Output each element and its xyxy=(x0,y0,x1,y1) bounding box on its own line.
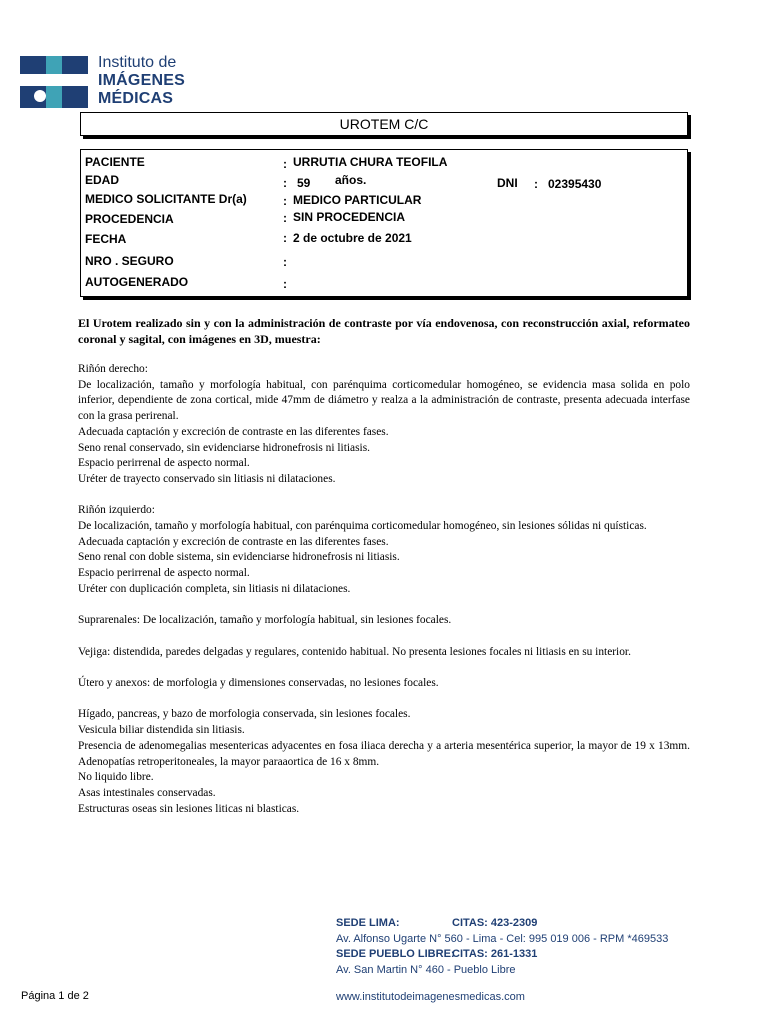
colon-medico: : xyxy=(283,194,287,208)
finding-paragraph: Uréter de trayecto conservado sin litiasis ni dilataciones. xyxy=(78,472,336,485)
colon-autogenerado: : xyxy=(283,277,287,291)
colon-procedencia: : xyxy=(283,211,287,225)
finding-paragraph: Seno renal con doble sistema, sin evidenciarse hidronefrosis ni litiasis. xyxy=(78,551,400,564)
page-number: Página 1 de 2 xyxy=(21,990,89,1002)
citas-pueblo-libre: CITAS: 261-1331 xyxy=(452,948,538,960)
colon-nro-seguro: : xyxy=(283,255,287,269)
value-paciente: URRUTIA CHURA TEOFILA xyxy=(293,155,448,169)
value-dni: 02395430 xyxy=(548,177,602,191)
finding-paragraph: De localización, tamaño y morfología habitual, con parénquima corticomedular homogéneo, sin lesiones sólidas ni quísticas. xyxy=(78,520,647,533)
age-unit: años. xyxy=(335,173,367,187)
finding-paragraph: Riñón izquierdo: xyxy=(78,504,155,517)
paragraph-spacer xyxy=(78,660,690,676)
label-procedencia: PROCEDENCIA xyxy=(85,212,174,226)
finding-paragraph: Adecuada captación y excreción de contraste en las diferentes fases. xyxy=(78,425,389,438)
value-edad: 59 xyxy=(297,176,311,190)
label-edad: EDAD xyxy=(85,173,120,187)
colon-dni: : xyxy=(534,177,538,191)
finding-paragraph: No liquido libre. xyxy=(78,771,154,784)
finding-paragraph: De localización, tamaño y morfología habitual, con parénquima corticomedular homogéneo, se evidencia masa solida en polo inferior, dependiente de zona cortical, mide 47mm de diámetro y realza a la administración de contraste, presenta adecuada interfase con la grasa perirenal. xyxy=(78,378,690,423)
finding-paragraph: Presencia de adenomegalias mesentericas adyacentes en fosa iliaca derecha y a arteria mesentérica superior, la mayor de 19 x 13mm. Adenopatías retroperitoneales, la mayor paraaortica de 16 x 8mm. xyxy=(78,739,690,768)
finding-paragraph: Espacio perirrenal de aspecto normal. xyxy=(78,567,250,580)
institute-logo-icon xyxy=(20,56,88,108)
report-title: UROTEM C/C xyxy=(80,112,688,136)
colon-fecha: : xyxy=(283,231,287,245)
address-pueblo-libre: Av. San Martin N° 460 - Pueblo Libre xyxy=(336,963,516,976)
finding-paragraph: Suprarenales: De localización, tamaño y morfología habitual, sin lesiones focales. xyxy=(78,614,452,627)
institute-logo-text xyxy=(98,54,185,108)
logo-line-2: IMÁGENES xyxy=(98,72,185,89)
logo-line-3: MÉDICAS xyxy=(98,90,174,107)
report-intro: El Urotem realizado sin y con la administración de contraste por vía endovenosa, con reconstrucción axial, reformateo coronal y sagital, con imágenes en 3D, muestra: xyxy=(78,316,690,346)
address-lima: Av. Alfonso Ugarte N° 560 - Lima - Cel: 995 019 006 - RPM *469533 xyxy=(336,932,669,945)
paragraph-spacer xyxy=(78,692,690,708)
label-medico: MEDICO SOLICITANTE Dr(a) xyxy=(85,192,247,206)
findings-section xyxy=(78,362,690,817)
finding-paragraph: Útero y anexos: de morfologia y dimensiones conservadas, no lesiones focales. xyxy=(78,677,439,689)
label-fecha: FECHA xyxy=(85,232,127,246)
label-paciente: PACIENTE xyxy=(85,155,145,169)
website-link[interactable]: www.institutodeimagenesmedicas.com xyxy=(336,991,525,1003)
value-procedencia: SIN PROCEDENCIA xyxy=(293,210,406,224)
citas-lima: CITAS: 423-2309 xyxy=(452,917,538,929)
label-dni: DNI xyxy=(497,176,518,190)
colon-paciente: : xyxy=(283,157,287,171)
patient-info-box xyxy=(80,149,688,297)
finding-paragraph: Hígado, pancreas, y bazo de morfologia conservada, sin lesiones focales. xyxy=(78,708,411,721)
paragraph-spacer xyxy=(78,488,690,504)
paragraph-spacer xyxy=(78,598,690,614)
sede-lima-label: SEDE LIMA: xyxy=(336,917,400,929)
label-nro-seguro: NRO . SEGURO xyxy=(85,254,174,268)
value-medico: MEDICO PARTICULAR xyxy=(293,193,422,207)
finding-paragraph: Uréter con duplicación completa, sin litiasis ni dilataciones. xyxy=(78,582,351,595)
footer-contact xyxy=(336,916,756,1006)
finding-paragraph: Vesicula biliar distendida sin litiasis. xyxy=(78,724,245,737)
logo-line-1: Instituto de xyxy=(98,54,177,71)
finding-paragraph: Asas intestinales conservadas. xyxy=(78,786,216,799)
finding-paragraph: Riñón derecho: xyxy=(78,363,148,375)
sede-pueblo-libre-label: SEDE PUEBLO LIBRE: xyxy=(336,948,455,960)
finding-paragraph: Estructuras oseas sin lesiones liticas ni blasticas. xyxy=(78,802,300,815)
paragraph-spacer xyxy=(78,629,690,645)
finding-paragraph: Espacio perirrenal de aspecto normal. xyxy=(78,457,250,470)
finding-paragraph: Adecuada captación y excreción de contraste en las diferentes fases. xyxy=(78,535,389,548)
finding-paragraph: Seno renal conservado, sin evidenciarse hidronefrosis ni litiasis. xyxy=(78,441,370,454)
value-fecha: 2 de octubre de 2021 xyxy=(293,231,412,245)
colon-edad: : xyxy=(283,176,287,190)
finding-paragraph: Vejiga: distendida, paredes delgadas y regulares, contenido habitual. No presenta lesiones focales ni litiasis en su interior. xyxy=(78,645,631,658)
label-autogenerado: AUTOGENERADO xyxy=(85,275,189,289)
